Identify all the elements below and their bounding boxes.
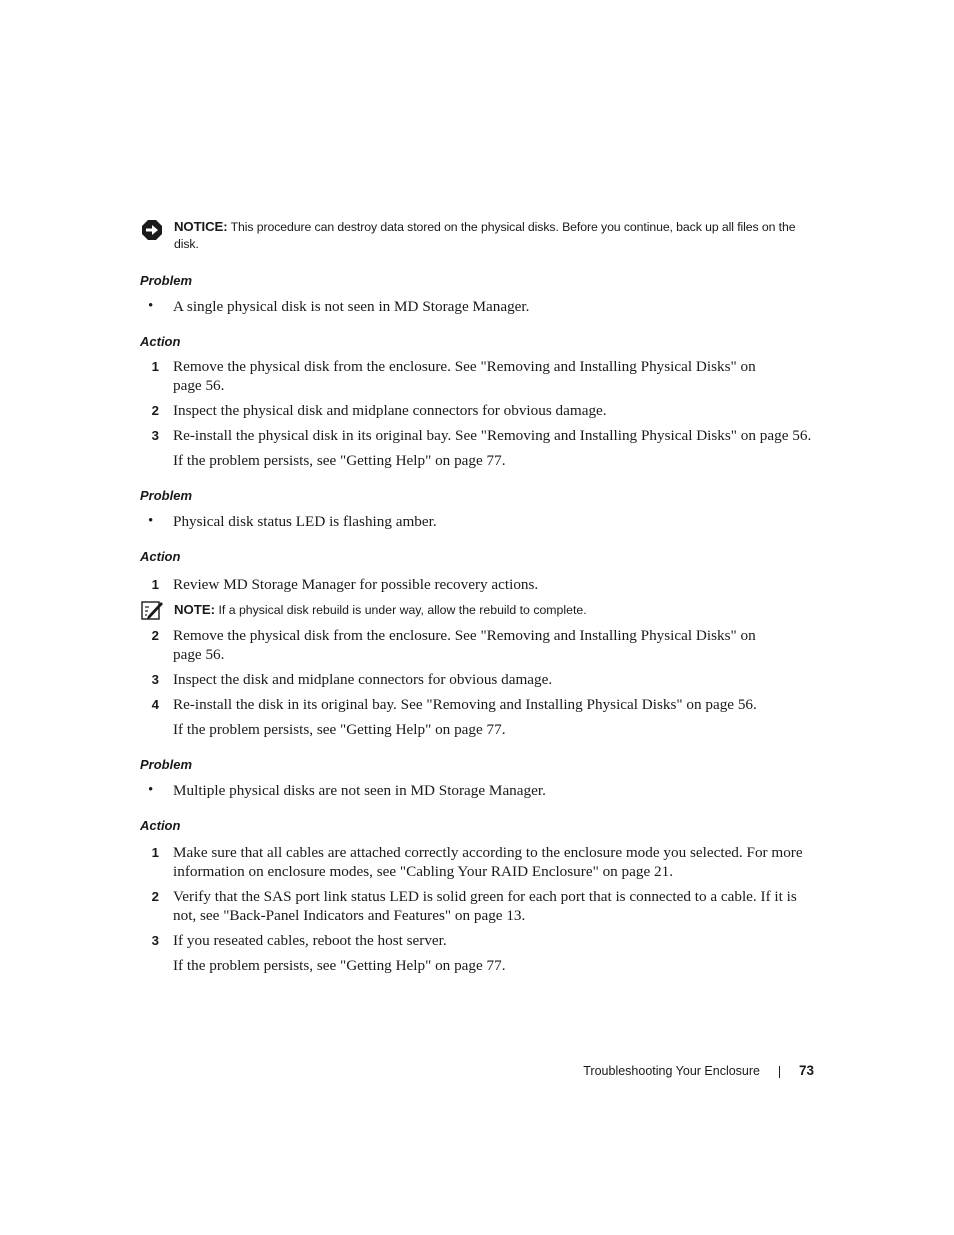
notice-block xyxy=(141,218,811,253)
problem-bullet xyxy=(148,781,828,800)
action-step xyxy=(140,401,820,420)
problem-bullet-text: Physical disk status LED is flashing amber. xyxy=(173,513,437,530)
action-step xyxy=(140,887,820,925)
action-step xyxy=(140,626,820,664)
action-step xyxy=(140,695,820,714)
step-number: 1 xyxy=(151,845,159,860)
action-heading: Action xyxy=(140,818,181,833)
note-block xyxy=(141,600,821,620)
step-number: 2 xyxy=(151,628,159,643)
footer-divider xyxy=(779,1066,780,1078)
step-text: If you reseated cables, reboot the host server. xyxy=(173,932,447,949)
notice-text: This procedure can destroy data stored on the physical disks. Before you continue, back up all files on the disk. xyxy=(174,220,796,251)
notice-text-wrap xyxy=(174,218,811,253)
action-step xyxy=(140,931,820,950)
note-pencil-icon xyxy=(141,601,163,620)
page-number: 73 xyxy=(798,1063,814,1078)
footer-chapter-title: Troubleshooting Your Enclosure xyxy=(583,1064,760,1078)
step-number: 2 xyxy=(151,889,159,904)
problem-bullet xyxy=(148,297,828,316)
note-label: NOTE: xyxy=(174,602,216,617)
note-text: If a physical disk rebuild is under way, allow the rebuild to complete. xyxy=(215,603,587,617)
step-text: Inspect the physical disk and midplane connectors for obvious damage. xyxy=(173,402,607,419)
step-text: Re-install the physical disk in its original bay. See "Removing and Installing Physical Disks" on page 56. xyxy=(173,427,812,444)
bullet-icon: • xyxy=(148,298,154,314)
followup-text: If the problem persists, see "Getting Help" on page 77. xyxy=(173,452,506,469)
action-step xyxy=(140,670,820,689)
step-text: Make sure that all cables are attached correctly according to the enclosure mode you selected. For more information on enclosure modes, see "Cabling Your RAID Enclosure" on page 21. xyxy=(173,844,803,880)
step-number: 3 xyxy=(151,933,159,948)
problem-heading: Problem xyxy=(140,757,193,772)
notice-label: NOTICE: xyxy=(174,219,228,234)
problem-bullet xyxy=(148,512,828,531)
followup-text: If the problem persists, see "Getting Help" on page 77. xyxy=(173,957,506,974)
step-number: 1 xyxy=(151,577,159,592)
step-number: 4 xyxy=(151,697,159,712)
bullet-icon: • xyxy=(148,782,154,798)
step-text: Remove the physical disk from the enclosure. See "Removing and Installing Physical Disks" on page 56. xyxy=(173,358,756,394)
problem-heading: Problem xyxy=(140,273,193,288)
step-text: Review MD Storage Manager for possible recovery actions. xyxy=(173,576,539,593)
action-step xyxy=(140,843,820,881)
action-step xyxy=(140,357,820,395)
step-number: 1 xyxy=(151,359,159,374)
followup-text: If the problem persists, see "Getting Help" on page 77. xyxy=(173,721,506,738)
step-text: Verify that the SAS port link status LED is solid green for each port that is connected to a cable. If it is not, see "Back-Panel Indicators and Features" on page 13. xyxy=(173,888,797,924)
step-number: 3 xyxy=(151,428,159,443)
page-footer xyxy=(560,1062,814,1082)
note-text-wrap xyxy=(174,600,821,620)
problem-heading: Problem xyxy=(140,488,193,503)
step-text: Inspect the disk and midplane connectors for obvious damage. xyxy=(173,671,553,688)
action-step xyxy=(140,426,820,445)
bullet-icon: • xyxy=(148,513,154,529)
step-number: 3 xyxy=(151,672,159,687)
step-text: Re-install the disk in its original bay. See "Removing and Installing Physical Disks" on page 56. xyxy=(173,696,757,713)
action-heading: Action xyxy=(140,334,181,349)
action-step xyxy=(140,575,820,594)
step-number: 2 xyxy=(151,403,159,418)
notice-arrow-icon xyxy=(141,219,163,241)
problem-bullet-text: Multiple physical disks are not seen in MD Storage Manager. xyxy=(173,782,546,799)
action-heading: Action xyxy=(140,549,181,564)
problem-bullet-text: A single physical disk is not seen in MD Storage Manager. xyxy=(173,298,530,315)
step-text: Remove the physical disk from the enclosure. See "Removing and Installing Physical Disks" on page 56. xyxy=(173,627,756,663)
